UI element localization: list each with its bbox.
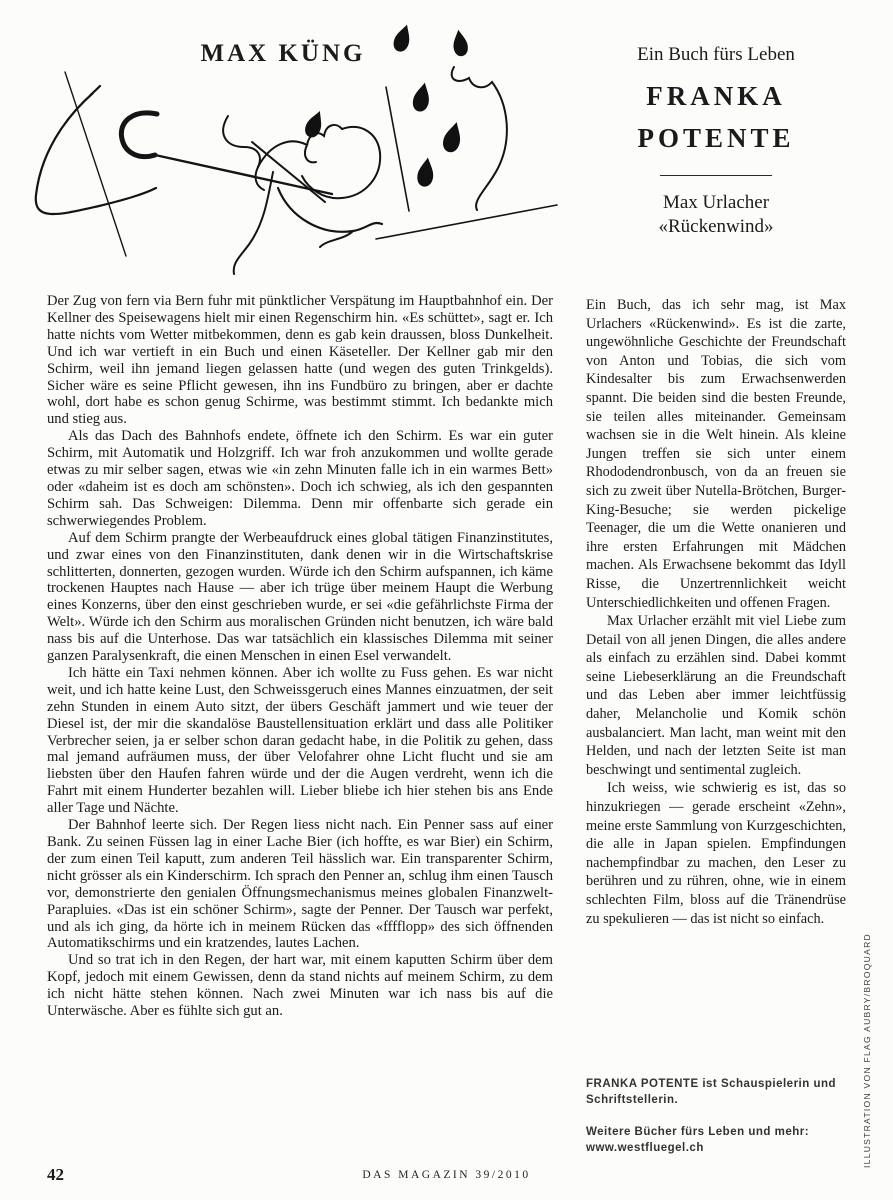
sidebar-kicker: Ein Buch fürs Leben (637, 44, 795, 65)
article-paragraph: Der Zug von fern via Bern fuhr mit pünktlicher Verspätung im Hauptbahnhof ein. Der Kellner des Speisewagens hielt mir einen Regenschirm hin. «Es schüttet», sagt er. Ich hatte nichts vom Wetter mitbekommen, denn es gab kein draussen, bloss Dunkelheit. Und ich war vertieft in ein Buch und einen Käseteller. Der Kellner gab mir den Schirm, weil ihn jemand liegen gelassen hatte (und wegen des guten Trinkgelds). Sicher wäre es seine Pflicht gewesen, ihn ins Fundbüro zu bringen, aber er dachte wohl, dort habe es schon genug Schirme, was bestimmt stimmt. Ich bedankte mich und stieg aus. (47, 293, 553, 428)
sidebar-title (586, 75, 846, 159)
article-paragraph: Der Bahnhof leerte sich. Der Regen liess nicht nach. Ein Penner sass auf einer Bank. Zu seinen Füssen lag in einer Lache Bier (ich hoffte, es war Bier) ein Schirm, der zum einen Teil kaputt, zum anderen Teil hässlich war. Ein transparenter Schirm, nicht grösser als ein Kinderschirm. Ich sprach den Penner an, schlug ihm einen Tausch vor, demonstrierte den genialen Öffnungsmechanismus meines globalen Finanzwelt-Parapluies. «Das ist ein schöner Schirm», sagte der Penner. Der Tausch war perfekt, und als ich ging, da hörte ich in meinem Rücken das «fffflopp» des sich öffnenden Automatikschirms und ein kratzendes, lautes Lachen. (47, 817, 553, 952)
bio-rest: ist Schauspielerin und Schriftstellerin. (586, 1078, 837, 1106)
sidebar-paragraph: Ich weiss, wie schwierig es ist, das so hinzukriegen — gerade erscheint «Zehn», meine erste Sammlung von Kurzgeschichten, die alle in Japan spielen. Empfindungen nachempfindbar zu machen, den Leser zu berühren und zu rühren, ohne, wie in einem schlechten Film, bloss auf die Tränendrüse zu spekulieren — das ist nicht so einfach. (586, 780, 846, 927)
article-body (47, 293, 553, 1020)
book-author: Max Urlacher (662, 192, 770, 213)
sidebar-title-line2: POTENTE (637, 123, 795, 153)
magazine-footer: DAS MAGAZIN 39/2010 (362, 1169, 531, 1181)
website-url: www.westfluegel.ch (586, 1142, 704, 1154)
book-title: «Rückenwind» (658, 216, 774, 237)
article-paragraph: Und so trat ich in den Regen, der hart war, mit einem kaputten Schirm über dem Kopf, jedoch mit einem Gewissen, denn da stand nichts auf meinem Schirm, zu dem ich nicht hätte stehen können. Nach zwei Minuten war ich nass bis auf die Unterwäsche. Aber es fühlte sich gut an. (47, 952, 553, 1020)
illustration-credit: ILLUSTRATION VON FLAG AUBRY/BROQUARD (862, 933, 872, 1168)
more-books-label: Weitere Bücher fürs Leben und mehr: (586, 1126, 810, 1138)
divider-rule (660, 175, 772, 176)
sidebar-paragraph: Max Urlacher erzählt mit viel Liebe zum Detail von all jenen Dingen, die alles andere als einfach zu erzählen sind. Dabei kommt seine Liebeserklärung an die Freundschaft und das Leben aber immer leichtfüssig daher, Melancholie und Komik schön ausbalanciert. Man lacht, man weint mit den Helden, und nach der letzten Seite ist man beschwingt und sentimental zugleich. (586, 613, 846, 778)
sidebar-title-line1: FRANKA (646, 81, 786, 111)
article-paragraph: Auf dem Schirm prangte der Werbeaufdruck eines global tätigen Finanzinstitutes, und zwar eines von den Finanzinstituten, dank denen wir in die Wirtschaftskrise schlitterten, donnerten, gezogen wurden. Würde ich den Schirm aufspannen, ich käme trockenen Hauptes nach Hause — aber ich trüge über meinem Haupt die Werbung eines Konzerns, über den einst geschrieben wurde, er sei «die gefährlichste Firma der Welt». Würde ich den Schirm aus moralischen Gründen nicht benutzen, ich wäre bald nass bis auf die Unterhose. Das war tatsächlich ein klassisches Dilemma mit seiner ganzen Paralysenkraft, die einen Menschen in einen Esel verwandelt. (47, 529, 553, 665)
bio-name: FRANKA POTENTE (586, 1078, 699, 1090)
bio-line (586, 1076, 858, 1108)
more-books-line (586, 1124, 858, 1156)
sidebar-body (586, 296, 846, 928)
article-paragraph: Ich hätte ein Taxi nehmen können. Aber ich wollte zu Fuss gehen. Es war nicht weit, und ich hatte keine Lust, den Schweissgeruch eines Mannes einzuatmen, der seit zehn Stunden in einem Auto sitzt, der übers Geschäft jammert und wie teuer der Diesel ist, der mir die skandalöse Baustellensituation erklärt und dass alle Politiker Verbrecher seien, ja er selber schon daran gedacht habe, in die Politik zu gehen, dass mal jemand aufräumen muss, der über Velofahrer ohne Licht flucht und sie am liebsten über den Haufen fahren würde und der die Augen verdreht, wenn ich die Fahrt mit einem Hunderter bezahlen will. Lieber bliebe ich hier stehen bis ans Ende aller Tage und Nächte. (47, 664, 553, 817)
sidebar-header (586, 44, 846, 239)
article-paragraph: Als das Dach des Bahnhofs endete, öffnete ich den Schirm. Es war ein guter Schirm, mit Automatik und Holzgriff. Ich war froh anzukommen und wollte gerade etwas zu mir selber sagen, etwas wie «in zehn Minuten falle ich in ein warmes Bett» oder «daheim ist es doch am schönsten». Doch ich schwieg, als ich den gespannten Schirm sah. Das Schweigen: Dilemma. Denn mir offenbarte sich gerade ein schwerwiegendes Problem. (47, 428, 553, 529)
article-author-title: MAX KÜNG (200, 40, 366, 67)
author-bio (586, 1076, 858, 1156)
sidebar-paragraph: Ein Buch, das ich sehr mag, ist Max Urlachers «Rückenwind». Es ist die zarte, ungewöhnliche Geschichte der Freundschaft von Anton und Tobias, die sich vom Kindesalter bis zum Erwachsenwerden spannt. Die beiden sind die besten Freunde, sie teilen alles miteinander. Gemeinsam wachsen sie in die Welt hinein. Als kleine Jungen treffen sie sich unter einem Rhododendronbusch, von da an freuen sie sich zu zweit über Nutella-Brötchen, Burger-King-Besuche; sie werden pickelige Teenager, die um die Wette onanieren und ihre ersten Erfahrungen mit Mädchen machen. Als Erwachsene bekommt das Idyll Risse, die Unzertrennlichkeit weicht Unterschiedlichkeiten und offenen Fragen. (586, 297, 846, 611)
page-number: 42 (47, 1165, 64, 1184)
